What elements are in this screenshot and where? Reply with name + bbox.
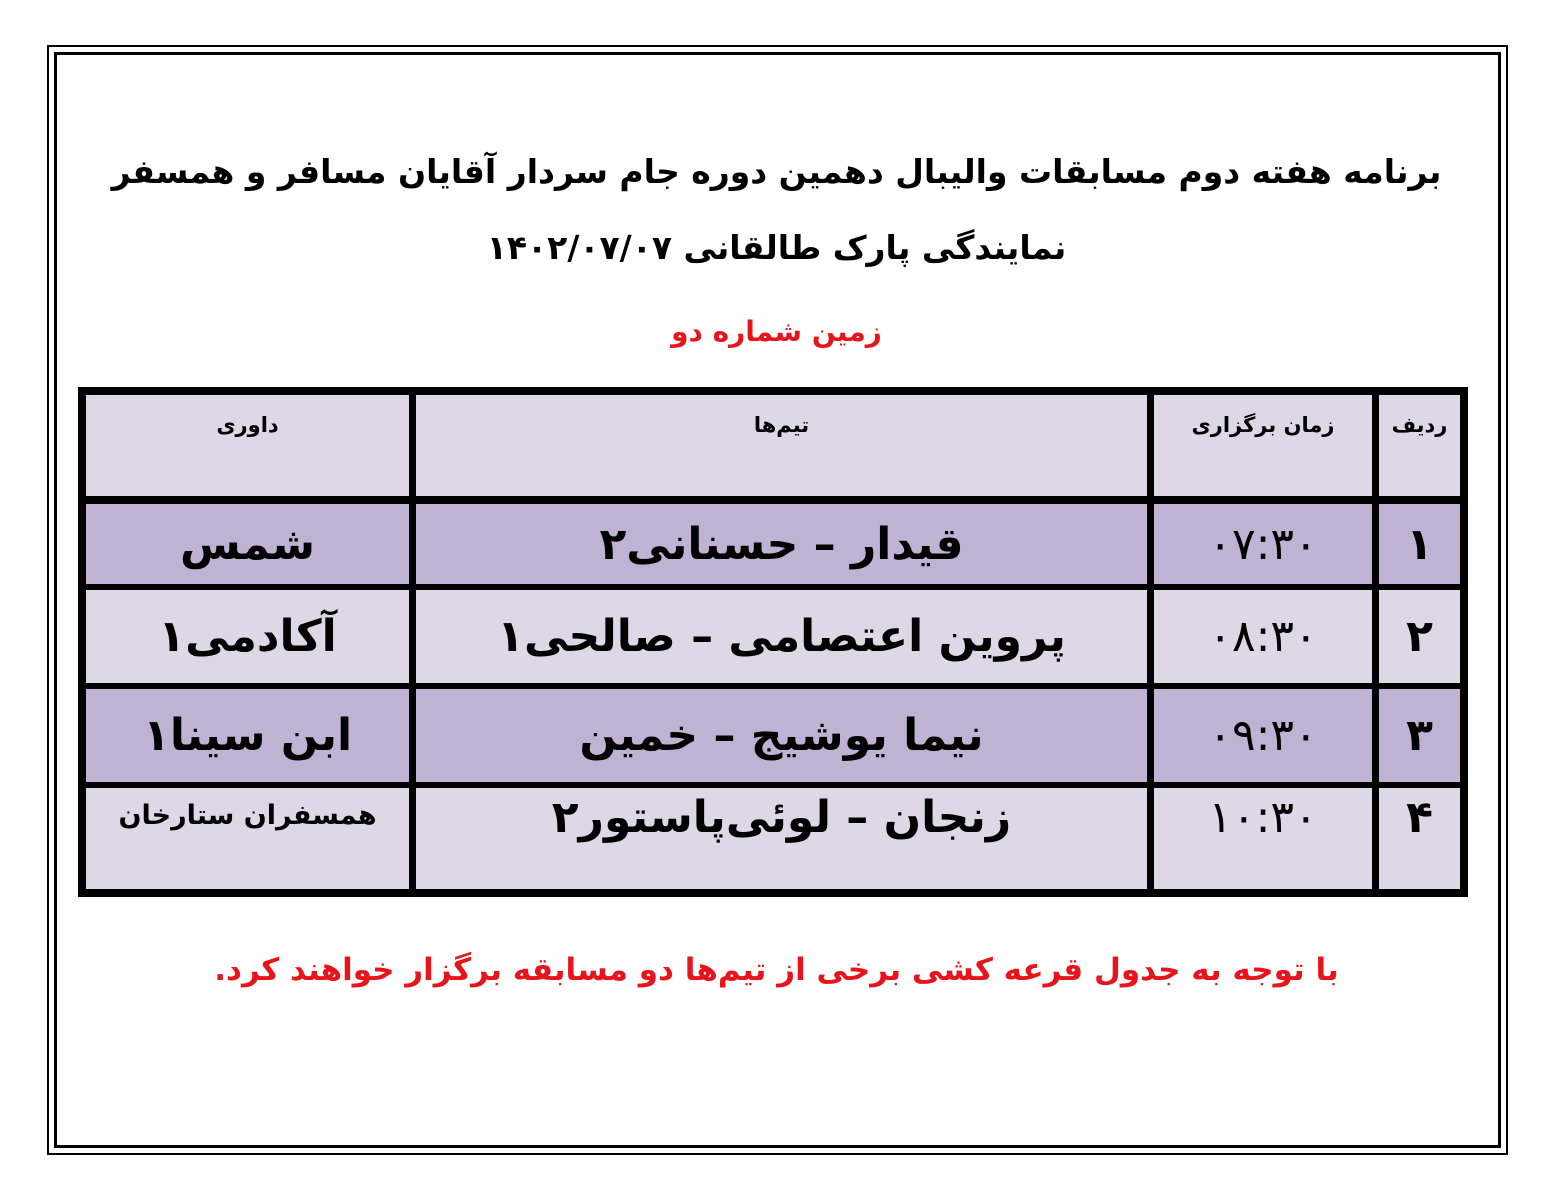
header-referee: داوری [86, 395, 409, 504]
header-time: زمان برگزاری [1147, 395, 1372, 504]
match-referee: همسفران ستارخان [86, 788, 409, 889]
row-number: ۲ [1372, 590, 1460, 689]
match-time: ۰۹:۳۰ [1147, 689, 1372, 788]
draw-note: با توجه به جدول قرعه کشی برخی از تیم‌ها دو مسابقه برگزار خواهند کرد. [214, 952, 1339, 988]
match-referee: شمس [86, 504, 409, 590]
table-row [86, 788, 1460, 889]
match-time: ۰۷:۳۰ [1147, 504, 1372, 590]
header-row-number: ردیف [1372, 395, 1460, 504]
match-schedule-table [78, 387, 1468, 897]
row-number: ۱ [1372, 504, 1460, 590]
table-row [86, 504, 1460, 590]
header-teams: تیم‌ها [409, 395, 1147, 504]
match-teams: نیما یوشیج – خمین [409, 689, 1147, 788]
match-time: ۰۸:۳۰ [1147, 590, 1372, 689]
match-referee: آکادمی۱ [86, 590, 409, 689]
table-header-row [86, 395, 1460, 504]
schedule-title: برنامه هفته دوم مسابقات والیبال دهمین دوره جام سردار آقایان مسافر و همسفر [111, 152, 1442, 191]
match-teams: زنجان – لوئی‌پاستور۲ [409, 788, 1147, 889]
schedule-subtitle-date: نمایندگی پارک طالقانی ۱۴۰۲/۰۷/۰۷ [486, 228, 1067, 267]
row-number: ۴ [1372, 788, 1460, 889]
row-number: ۳ [1372, 689, 1460, 788]
court-label: زمین شماره دو [671, 315, 882, 348]
table-row [86, 689, 1460, 788]
match-referee: ابن سینا۱ [86, 689, 409, 788]
match-time: ۱۰:۳۰ [1147, 788, 1372, 889]
table-row [86, 590, 1460, 689]
match-teams: پروین اعتصامی – صالحی۱ [409, 590, 1147, 689]
match-teams: قیدار – حسنانی۲ [409, 504, 1147, 590]
